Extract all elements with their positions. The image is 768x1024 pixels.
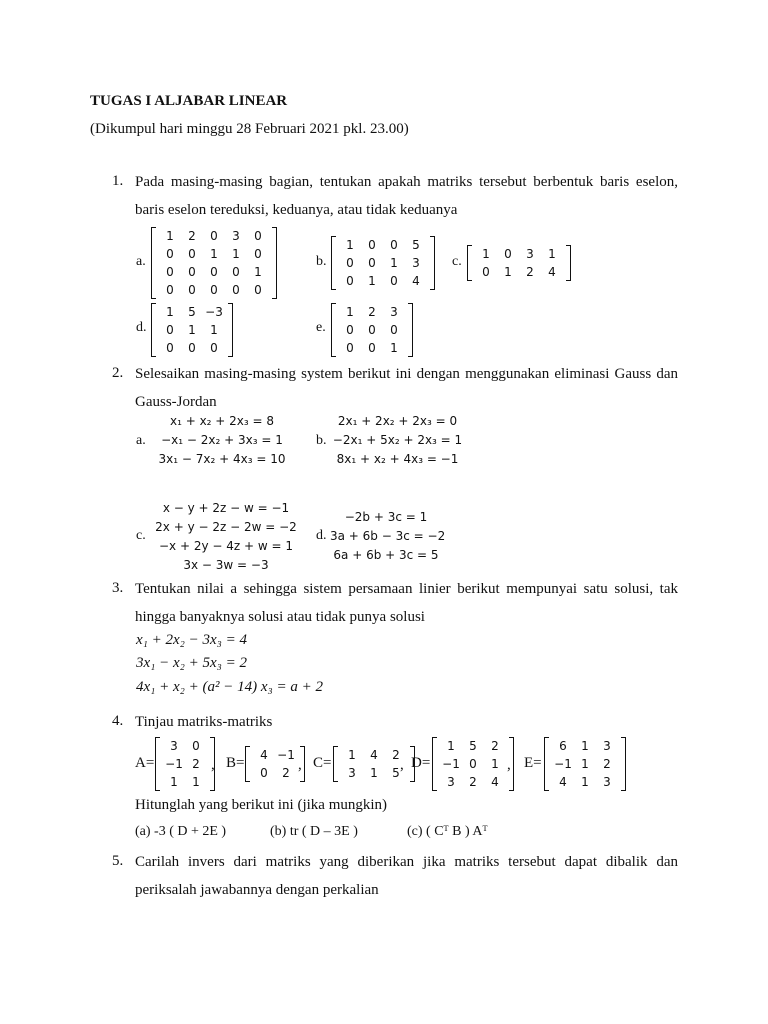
question-3-number: 3. <box>112 580 124 596</box>
matrix-entry: 3 <box>390 305 398 319</box>
question-2-number: 2. <box>112 365 124 381</box>
matrix-entry: 2 <box>469 775 477 789</box>
document-subtitle: (Dikumpul hari minggu 28 Februari 2021 pkl. 23.00) <box>90 121 409 137</box>
matrix-entry: 2 <box>192 757 200 771</box>
q4-comma: , <box>211 757 215 773</box>
matrix-entry: 1 <box>504 265 512 279</box>
question-3-text: Tentukan nilai a sehingga sistem persamaan linier berikut mempunyai satu solusi, tak hingga banyaknya solusi atau tidak punya solusi <box>135 581 678 625</box>
matrix-entry: 4 <box>491 775 499 789</box>
matrix-entry: −1 <box>277 748 295 762</box>
matrix-entry: 0 <box>166 247 174 261</box>
q1-matrix-a <box>151 227 277 299</box>
q4-comma: , <box>298 757 302 773</box>
matrix-entry: −3 <box>205 305 223 319</box>
matrix-entry: 1 <box>581 775 589 789</box>
matrix-entry: 0 <box>346 341 354 355</box>
matrix-entry: 2 <box>603 757 611 771</box>
matrix-entry: 0 <box>166 323 174 337</box>
matrix-entry: 0 <box>166 341 174 355</box>
matrix-entry: 0 <box>390 238 398 252</box>
matrix-right-bracket <box>621 737 626 791</box>
matrix-entry: 3 <box>603 775 611 789</box>
q1-matrix-d <box>151 303 233 357</box>
q2-d-eq: 6a + 6b + 3c = 5 <box>333 548 439 562</box>
matrix-entry: 0 <box>232 283 240 297</box>
matrix-entry: 0 <box>482 265 490 279</box>
matrix-entry: 0 <box>166 265 174 279</box>
matrix-entry: 1 <box>491 757 499 771</box>
matrix-entry: 3 <box>348 766 356 780</box>
q1-c-label: c. <box>452 254 462 269</box>
matrix-entry: 1 <box>254 265 262 279</box>
q1-matrix-e <box>331 303 413 357</box>
matrix-entry: −1 <box>165 757 183 771</box>
q4-label-d: D= <box>411 755 431 771</box>
q2-b-eq: 8x₁ + x₂ + 4x₃ = −1 <box>336 452 459 466</box>
matrix-right-bracket <box>228 303 233 357</box>
matrix-entry: 0 <box>254 229 262 243</box>
q2-c-label: c. <box>136 528 146 543</box>
q4-matrix-e <box>544 737 626 791</box>
q4-comma: , <box>400 757 404 773</box>
matrix-entry: 2 <box>392 748 400 762</box>
matrix-entry: 1 <box>390 341 398 355</box>
q2-system-c <box>152 499 300 575</box>
matrix-entry: 1 <box>346 238 354 252</box>
q2-b-eq: −2x₁ + 5x₂ + 2x₃ = 1 <box>332 433 463 447</box>
question-5-text: Carilah invers dari matriks yang diberikan jika matriks tersebut dapat dibalik dan periksalah jawabannya dengan perkalian <box>135 854 678 898</box>
matrix-entry: 3 <box>603 739 611 753</box>
matrix-entry: 2 <box>491 739 499 753</box>
matrix-entry: 6 <box>559 739 567 753</box>
matrix-entry: 3 <box>412 256 420 270</box>
matrix-entry: 0 <box>188 247 196 261</box>
matrix-entry: 1 <box>166 229 174 243</box>
q2-d-eq: −2b + 3c = 1 <box>344 510 428 524</box>
q3-equation: 3x₁ − x₂ + 5x₃ = 2 <box>136 655 247 671</box>
matrix-entry: 1 <box>348 748 356 762</box>
matrix-entry: 1 <box>548 247 556 261</box>
matrix-entry: 0 <box>210 229 218 243</box>
matrix-entry: 0 <box>368 323 376 337</box>
matrix-entry: 3 <box>526 247 534 261</box>
matrix-entry: 1 <box>232 247 240 261</box>
q2-a-eq: −x₁ − 2x₂ + 3x₃ = 1 <box>161 433 283 447</box>
matrix-entry: 1 <box>166 305 174 319</box>
matrix-entry: 1 <box>192 775 200 789</box>
matrix-entry: 4 <box>260 748 268 762</box>
q3-equation: 4x₁ + x₂ + (a² − 14) x₃ = a + 2 <box>136 679 323 695</box>
matrix-entry: 2 <box>282 766 290 780</box>
q1-d-label: d. <box>136 320 147 335</box>
matrix-entry: 4 <box>548 265 556 279</box>
matrix-entry: 1 <box>210 247 218 261</box>
q4-label-b: B= <box>226 755 245 771</box>
question-5-number: 5. <box>112 853 124 869</box>
q4-label-a: A= <box>135 755 155 771</box>
matrix-entry: 0 <box>368 256 376 270</box>
matrix-entry: 0 <box>390 323 398 337</box>
q2-b-label: b. <box>316 433 327 448</box>
q2-d-eq: 3a + 6b − 3c = −2 <box>330 529 446 543</box>
matrix-entry: 0 <box>504 247 512 261</box>
q2-system-d <box>330 508 446 565</box>
q2-c-eq: x − y + 2z − w = −1 <box>162 501 290 515</box>
q1-b-label: b. <box>316 254 327 269</box>
matrix-entry: 2 <box>526 265 534 279</box>
matrix-entry: 4 <box>412 274 420 288</box>
matrix-entry: 1 <box>482 247 490 261</box>
matrix-entry: 0 <box>368 341 376 355</box>
matrix-entry: 1 <box>370 766 378 780</box>
matrix-entry: 0 <box>346 323 354 337</box>
matrix-entry: 0 <box>188 283 196 297</box>
matrix-entry: 1 <box>210 323 218 337</box>
matrix-entry: 0 <box>469 757 477 771</box>
q2-d-label: d. <box>316 528 327 543</box>
q4-matrix-b <box>245 746 305 782</box>
matrix-entry: 0 <box>390 274 398 288</box>
matrix-entry: 1 <box>170 775 178 789</box>
matrix-right-bracket <box>408 303 413 357</box>
matrix-entry: 1 <box>581 757 589 771</box>
q4-label-e: E= <box>524 755 542 771</box>
matrix-entry: 4 <box>370 748 378 762</box>
matrix-entry: 1 <box>447 739 455 753</box>
q2-a-label: a. <box>136 433 146 448</box>
matrix-entry: 5 <box>392 766 400 780</box>
matrix-entry: 5 <box>412 238 420 252</box>
question-2-text: Selesaikan masing-masing system berikut ini dengan menggunakan eliminasi Gauss dan Gauss-Jordan <box>135 366 678 410</box>
q2-b-eq: 2x₁ + 2x₂ + 2x₃ = 0 <box>337 414 458 428</box>
matrix-entry: 5 <box>188 305 196 319</box>
matrix-entry: −1 <box>442 757 460 771</box>
q1-matrix-c <box>467 245 571 281</box>
q4-part-b: (b) tr ( D – 3E ) <box>270 824 358 839</box>
q2-c-eq: 2x + y − 2z − 2w = −2 <box>155 520 297 534</box>
matrix-entry: 1 <box>390 256 398 270</box>
question-4-number: 4. <box>112 713 124 729</box>
q2-c-eq: −x + 2y − 4z + w = 1 <box>158 539 293 553</box>
q4-matrix-d <box>432 737 514 791</box>
q2-system-a <box>152 412 292 469</box>
matrix-entry: 3 <box>232 229 240 243</box>
document-title: TUGAS I ALJABAR LINEAR <box>90 93 288 109</box>
matrix-entry: 1 <box>368 274 376 288</box>
matrix-right-bracket <box>430 236 435 290</box>
matrix-entry: 0 <box>346 256 354 270</box>
matrix-entry: 0 <box>368 238 376 252</box>
q1-e-label: e. <box>316 320 326 335</box>
matrix-entry: 3 <box>170 739 178 753</box>
matrix-entry: 5 <box>469 739 477 753</box>
q4-instruction: Hitunglah yang berikut ini (jika mungkin) <box>135 797 388 813</box>
matrix-right-bracket <box>566 245 571 281</box>
matrix-entry: 1 <box>346 305 354 319</box>
matrix-entry: 0 <box>210 341 218 355</box>
matrix-entry: 0 <box>210 283 218 297</box>
q2-system-b <box>330 412 465 469</box>
matrix-entry: 0 <box>346 274 354 288</box>
matrix-entry: 2 <box>188 229 196 243</box>
matrix-entry: 1 <box>581 739 589 753</box>
matrix-entry: 1 <box>188 323 196 337</box>
question-4-text: Tinjau matriks-matriks <box>135 714 273 730</box>
q3-equation: x₁ + 2x₂ − 3x₃ = 4 <box>136 632 247 648</box>
q4-label-c: C= <box>313 755 332 771</box>
q4-matrix-a <box>155 737 215 791</box>
q1-a-label: a. <box>136 254 146 269</box>
q4-comma: , <box>507 757 511 773</box>
matrix-right-bracket <box>272 227 277 299</box>
matrix-entry: 2 <box>368 305 376 319</box>
matrix-entry: 0 <box>192 739 200 753</box>
matrix-entry: 0 <box>166 283 174 297</box>
matrix-entry: 0 <box>188 265 196 279</box>
matrix-entry: 4 <box>559 775 567 789</box>
question-1-number: 1. <box>112 173 124 189</box>
matrix-entry: 0 <box>254 283 262 297</box>
q2-a-eq: 3x₁ − 7x₂ + 4x₃ = 10 <box>158 452 286 466</box>
matrix-entry: −1 <box>554 757 572 771</box>
q2-c-eq: 3x − 3w = −3 <box>183 558 269 572</box>
question-1-text: Pada masing-masing bagian, tentukan apakah matriks tersebut berbentuk baris eselon, baris eselon tereduksi, keduanya, atau tidak keduanya <box>135 174 678 218</box>
matrix-entry: 0 <box>210 265 218 279</box>
matrix-entry: 0 <box>188 341 196 355</box>
q2-a-eq: x₁ + x₂ + 2x₃ = 8 <box>169 414 275 428</box>
q4-part-a: (a) -3 ( D + 2E ) <box>135 824 227 839</box>
matrix-entry: 3 <box>447 775 455 789</box>
q1-matrix-b <box>331 236 435 290</box>
q4-part-c: (c) ( Cᵀ B ) Aᵀ <box>407 824 488 839</box>
matrix-entry: 0 <box>232 265 240 279</box>
matrix-entry: 0 <box>260 766 268 780</box>
matrix-entry: 0 <box>254 247 262 261</box>
